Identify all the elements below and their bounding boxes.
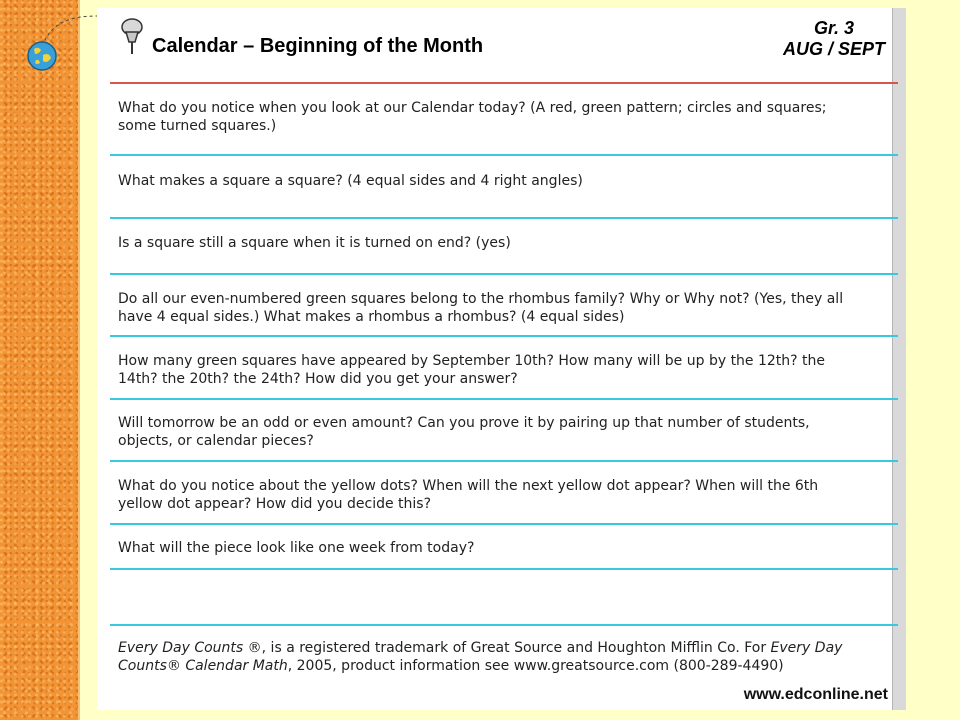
question-line: What will the piece look like one week from today? (118, 540, 475, 556)
question-item (118, 99, 898, 135)
brand-name: Counts (118, 658, 167, 674)
question-line: How many green squares have appeared by September 10th? How many will be up by the 12th? the (118, 353, 826, 369)
answer-divider (110, 154, 898, 156)
brand-name: Every Day Counts (118, 640, 244, 656)
grade-block (759, 18, 909, 60)
question-item (118, 172, 898, 190)
question-line: Will tomorrow be an odd or even amount? Can you prove it by pairing up that number of students, (118, 415, 810, 431)
question-item (118, 234, 898, 252)
pushpin-icon (117, 16, 147, 56)
orange-side-strip (0, 0, 80, 720)
strip-edge (78, 0, 80, 720)
question-line: What do you notice about the yellow dots? When will the next yellow dot appear? When will the 6th (118, 478, 819, 494)
product-info-text: , 2005, product information see www.greatsource.com (800-289-4490) (287, 658, 784, 674)
answer-divider (110, 624, 898, 626)
worksheet-page (97, 8, 906, 710)
question-line: What do you notice when you look at our Calendar today? (A red, green pattern; circles and squares; (118, 100, 827, 116)
trademark-text: ®, is a registered trademark of Great Source and Houghton Mifflin Co. For (243, 640, 771, 656)
answer-divider (110, 523, 898, 525)
page-title: Calendar – Beginning of the Month (152, 35, 484, 57)
question-item (118, 414, 898, 450)
answer-divider (110, 335, 898, 337)
question-item (118, 539, 898, 557)
brand-name: Every Day (770, 640, 843, 656)
answer-divider (110, 217, 898, 219)
question-line: 14th? the 20th? the 24th? How did you get your answer? (118, 371, 518, 387)
globe-icon (26, 40, 58, 72)
website-url: www.edconline.net (743, 686, 888, 703)
months-label: AUG / SEPT (782, 39, 885, 59)
question-line: What makes a square a square? (4 equal sides and 4 right angles) (118, 173, 583, 189)
question-line: objects, or calendar pieces? (118, 433, 314, 449)
question-line: some turned squares.) (118, 118, 277, 134)
question-item (118, 290, 898, 326)
question-line: Do all our even-numbered green squares belong to the rhombus family? Why or Why not? (Yes, they all (118, 291, 844, 307)
question-item (118, 352, 898, 388)
product-name: ® Calendar Math (166, 658, 288, 674)
question-line: yellow dot appear? How did you decide this? (118, 496, 432, 512)
question-item (118, 477, 898, 513)
title-divider (110, 82, 898, 84)
answer-divider (110, 398, 898, 400)
trademark-note (118, 639, 898, 675)
question-line: have 4 equal sides.) What makes a rhombus a rhombus? (4 equal sides) (118, 309, 625, 325)
grade-label: Gr. 3 (813, 18, 855, 38)
answer-divider (110, 460, 898, 462)
answer-divider (110, 273, 898, 275)
question-line: Is a square still a square when it is turned on end? (yes) (118, 235, 511, 251)
answer-divider (110, 568, 898, 570)
